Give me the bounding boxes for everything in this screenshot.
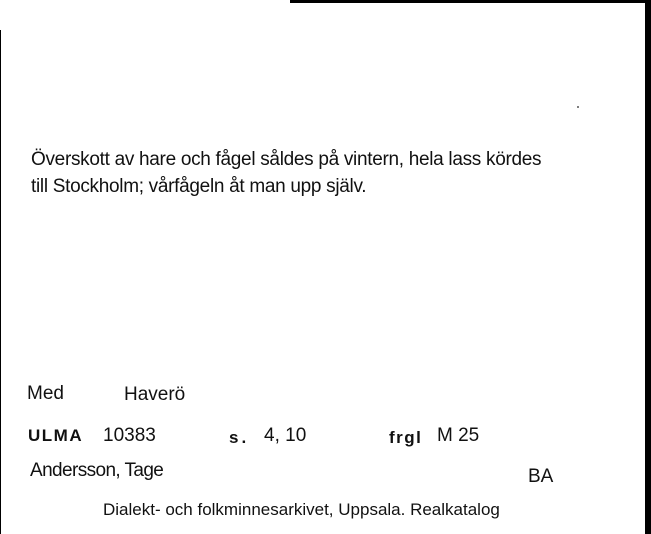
scan-edge-left: [0, 30, 1, 534]
med-label: Med: [27, 383, 64, 404]
s-value: 4, 10: [264, 425, 307, 446]
scan-edge-top: [290, 0, 651, 3]
ulma-label: ULMA: [28, 426, 84, 445]
card-text-line: till Stockholm; vårfågeln åt man upp själv.: [31, 176, 367, 197]
archive-footer: Dialekt- och folkminnesarkivet, Uppsala. Realkatalog: [103, 500, 500, 519]
frgl-value: M 25: [437, 425, 480, 446]
card-text-line: Överskott av hare och fågel såldes på vintern, hela lass kördes: [31, 149, 542, 170]
frgl-label: frgl: [389, 428, 423, 447]
ulma-number: 10383: [103, 425, 156, 446]
scan-speck: [577, 106, 579, 108]
informant-name: Andersson, Tage: [30, 460, 164, 481]
recorder-initials: BA: [528, 466, 554, 487]
scan-edge-right: [645, 0, 651, 534]
place-name: Haverö: [124, 384, 186, 405]
s-label: s.: [229, 428, 250, 447]
card-text: [31, 146, 541, 200]
